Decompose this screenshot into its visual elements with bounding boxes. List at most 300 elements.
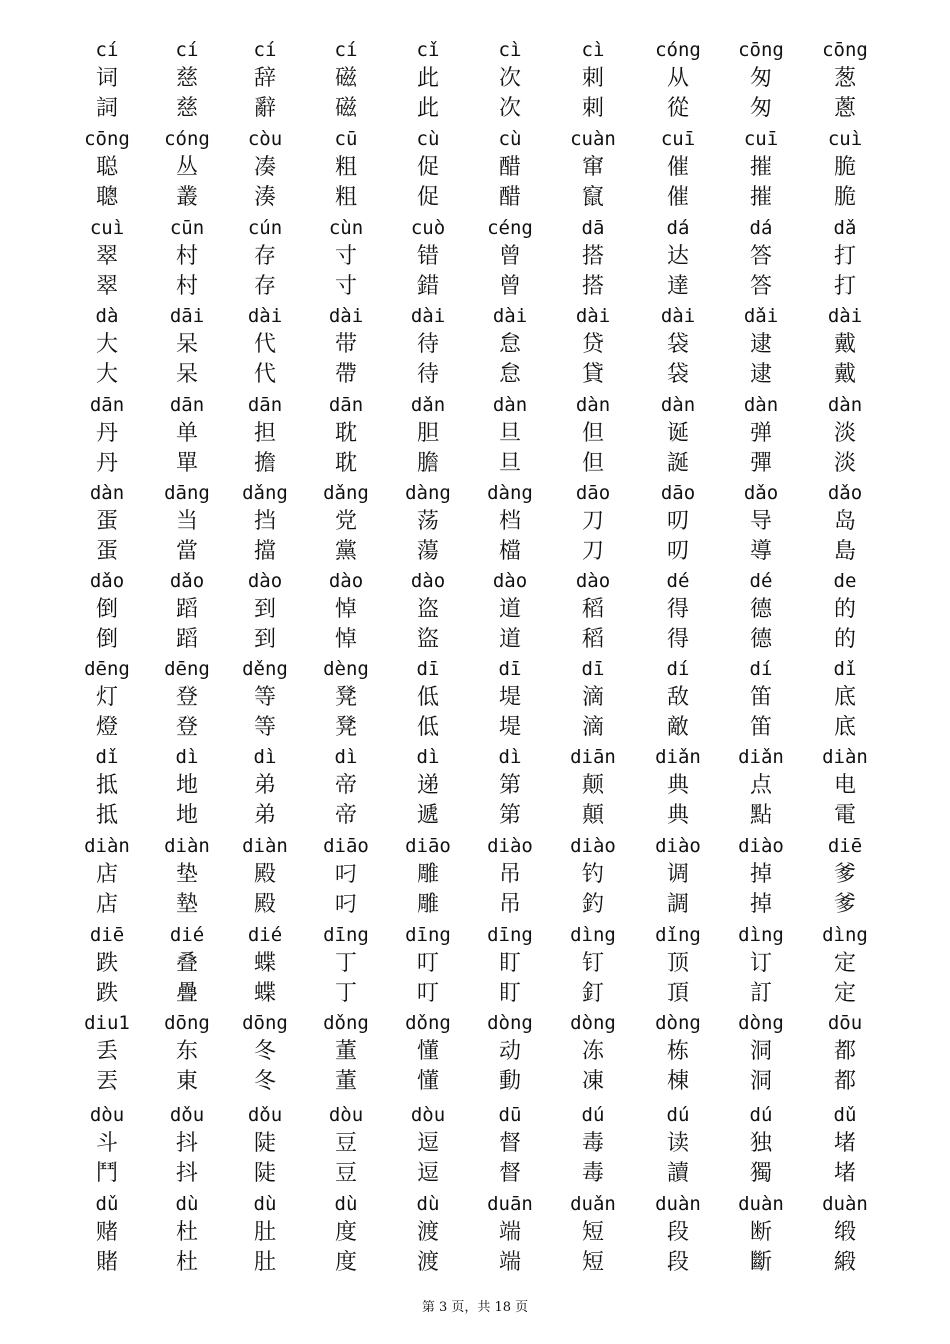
pinyin: dài [410, 305, 446, 327]
simplified-character: 盗 [416, 597, 439, 622]
simplified-character: 殿 [253, 862, 276, 887]
character-entry [633, 302, 723, 390]
traditional-character: 湊 [253, 185, 276, 210]
simplified-character: 调 [666, 862, 689, 887]
character-entry [548, 567, 638, 655]
pinyin: dīng [405, 924, 451, 946]
character-entry [62, 125, 152, 213]
simplified-character: 荡 [416, 509, 439, 534]
traditional-character: 耽 [334, 451, 357, 476]
simplified-character: 导 [749, 509, 772, 534]
page-footer: 第 3 页，共 18 页 [421, 1300, 529, 1315]
pinyin: dài [827, 305, 863, 327]
character-entry [220, 302, 310, 390]
traditional-character: 摧 [749, 185, 772, 210]
pinyin: dǒu [247, 1104, 283, 1126]
traditional-character: 磁 [334, 96, 357, 121]
pinyin: dā [581, 217, 605, 239]
simplified-character: 雕 [416, 862, 439, 887]
traditional-character: 斷 [749, 1250, 772, 1275]
character-entry [383, 36, 473, 124]
character-entry [62, 567, 152, 655]
character-entry [800, 832, 890, 920]
traditional-character: 村 [175, 274, 198, 299]
traditional-character: 打 [833, 274, 856, 299]
simplified-character: 弟 [253, 773, 276, 798]
character-entry [301, 125, 391, 213]
pinyin: dǐ [833, 658, 857, 680]
pinyin: dào [575, 570, 611, 592]
character-entry [800, 479, 890, 567]
character-entry [62, 214, 152, 302]
traditional-character: 抵 [95, 803, 118, 828]
character-entry [465, 1009, 555, 1097]
character-entry [548, 479, 638, 567]
simplified-character: 胆 [416, 421, 439, 446]
traditional-character: 逗 [416, 1161, 439, 1186]
character-entry [62, 36, 152, 124]
simplified-character: 店 [95, 862, 118, 887]
simplified-character: 缎 [833, 1220, 856, 1245]
character-entry [142, 832, 232, 920]
traditional-character: 弟 [253, 803, 276, 828]
traditional-character: 電 [833, 803, 856, 828]
simplified-character: 钉 [581, 951, 604, 976]
simplified-character: 典 [666, 773, 689, 798]
simplified-character: 端 [498, 1220, 521, 1245]
pinyin: dòu [89, 1104, 125, 1126]
character-entry [220, 1190, 310, 1278]
traditional-character: 從 [666, 96, 689, 121]
pinyin: dàn [743, 394, 779, 416]
character-entry [716, 832, 806, 920]
simplified-character: 定 [833, 951, 856, 976]
simplified-character: 读 [666, 1131, 689, 1156]
pinyin: dàn [827, 394, 863, 416]
simplified-character: 匆 [749, 66, 772, 91]
simplified-character: 旦 [498, 421, 521, 446]
pinyin: dào [247, 570, 283, 592]
simplified-character: 丢 [95, 1039, 118, 1064]
character-entry [465, 655, 555, 743]
traditional-character: 搭 [581, 274, 604, 299]
simplified-character: 垫 [175, 862, 198, 887]
pinyin: cóng [164, 128, 210, 150]
traditional-character: 待 [416, 362, 439, 387]
pinyin: dǎng [323, 482, 369, 504]
simplified-character: 翠 [95, 244, 118, 269]
traditional-character: 悼 [334, 627, 357, 652]
simplified-character: 凳 [334, 685, 357, 710]
character-entry [716, 921, 806, 1009]
simplified-character: 独 [749, 1131, 772, 1156]
pinyin: cóng [655, 39, 701, 61]
simplified-character: 戴 [833, 332, 856, 357]
simplified-character: 敌 [666, 685, 689, 710]
pinyin: cí [95, 39, 119, 61]
pinyin: cuàn [570, 128, 616, 150]
traditional-character: 擋 [253, 539, 276, 564]
traditional-character: 叼 [334, 892, 357, 917]
simplified-character: 曾 [498, 244, 521, 269]
character-entry [548, 36, 638, 124]
pinyin: dá [666, 217, 690, 239]
traditional-character: 都 [833, 1069, 856, 1094]
traditional-character: 旦 [498, 451, 521, 476]
traditional-character: 翠 [95, 274, 118, 299]
pinyin: cí [175, 39, 199, 61]
pinyin: cuì [827, 128, 863, 150]
traditional-character: 叨 [666, 539, 689, 564]
character-entry [800, 1009, 890, 1097]
pinyin: dìng [822, 924, 868, 946]
simplified-character: 答 [749, 244, 772, 269]
traditional-character: 促 [416, 185, 439, 210]
simplified-character: 搭 [581, 244, 604, 269]
pinyin: duàn [655, 1193, 701, 1215]
pinyin: dǔ [95, 1193, 119, 1215]
traditional-character: 點 [749, 803, 772, 828]
simplified-character: 冬 [253, 1039, 276, 1064]
traditional-character: 盯 [498, 981, 521, 1006]
pinyin: diāo [323, 835, 369, 857]
simplified-character: 存 [253, 244, 276, 269]
character-entry [716, 214, 806, 302]
simplified-character: 滴 [581, 685, 604, 710]
simplified-character: 断 [749, 1220, 772, 1245]
character-entry [220, 214, 310, 302]
simplified-character: 顶 [666, 951, 689, 976]
pinyin: cuī [660, 128, 696, 150]
character-entry [220, 479, 310, 567]
pinyin: dí [749, 658, 773, 680]
pinyin: dēng [84, 658, 130, 680]
character-entry [62, 1101, 152, 1189]
simplified-character: 摧 [749, 155, 772, 180]
traditional-character: 鬥 [95, 1161, 118, 1186]
character-entry [548, 302, 638, 390]
traditional-character: 黨 [334, 539, 357, 564]
character-entry [800, 302, 890, 390]
traditional-character: 燈 [95, 715, 118, 740]
simplified-character: 错 [416, 244, 439, 269]
pinyin: diē [827, 835, 863, 857]
character-entry [465, 36, 555, 124]
traditional-character: 到 [253, 627, 276, 652]
simplified-character: 低 [416, 685, 439, 710]
pinyin: dǔ [833, 1104, 857, 1126]
pinyin: duǎn [570, 1193, 616, 1215]
simplified-character: 钓 [581, 862, 604, 887]
traditional-character: 訂 [749, 981, 772, 1006]
simplified-character: 聪 [95, 155, 118, 180]
simplified-character: 辞 [253, 66, 276, 91]
simplified-character: 单 [175, 421, 198, 446]
traditional-character: 雕 [416, 892, 439, 917]
character-entry [301, 743, 391, 831]
character-entry [800, 921, 890, 1009]
simplified-character: 掉 [749, 862, 772, 887]
pinyin: dān [328, 394, 364, 416]
traditional-character: 堵 [833, 1161, 856, 1186]
pinyin: dú [749, 1104, 773, 1126]
traditional-character: 刀 [581, 539, 604, 564]
simplified-character: 点 [749, 773, 772, 798]
pinyin: dān [169, 394, 205, 416]
pinyin: dōng [164, 1012, 210, 1034]
pinyin: cù [498, 128, 522, 150]
pinyin: dāo [660, 482, 696, 504]
simplified-character: 段 [666, 1220, 689, 1245]
traditional-character: 淡 [833, 451, 856, 476]
traditional-character: 豆 [334, 1161, 357, 1186]
character-entry [62, 921, 152, 1009]
pinyin: dēng [164, 658, 210, 680]
traditional-character: 島 [833, 539, 856, 564]
simplified-character: 递 [416, 773, 439, 798]
traditional-character: 叮 [416, 981, 439, 1006]
traditional-character: 戴 [833, 362, 856, 387]
traditional-character: 匆 [749, 96, 772, 121]
traditional-character: 登 [175, 715, 198, 740]
traditional-character: 敵 [666, 715, 689, 740]
simplified-character: 但 [581, 421, 604, 446]
traditional-character: 叢 [175, 185, 198, 210]
pinyin: dǎi [743, 305, 779, 327]
character-entry [465, 1101, 555, 1189]
traditional-character: 呆 [175, 362, 198, 387]
character-entry [716, 125, 806, 213]
traditional-character: 的 [833, 627, 856, 652]
pinyin: céng [487, 217, 533, 239]
character-entry [465, 743, 555, 831]
simplified-character: 第 [498, 773, 521, 798]
pinyin: dì [498, 746, 522, 768]
simplified-character: 肚 [253, 1220, 276, 1245]
simplified-character: 得 [666, 597, 689, 622]
pinyin: dū [498, 1104, 522, 1126]
pinyin: dī [416, 658, 440, 680]
traditional-character: 獨 [749, 1161, 772, 1186]
character-entry [633, 479, 723, 567]
traditional-character: 殿 [253, 892, 276, 917]
pinyin: cún [247, 217, 283, 239]
character-entry [716, 391, 806, 479]
character-entry [800, 125, 890, 213]
traditional-character: 賭 [95, 1250, 118, 1275]
pinyin: dòu [328, 1104, 364, 1126]
simplified-character: 脆 [833, 155, 856, 180]
traditional-character: 頂 [666, 981, 689, 1006]
pinyin: cūn [169, 217, 205, 239]
character-entry [465, 567, 555, 655]
pinyin: diàn [164, 835, 210, 857]
traditional-character: 爹 [833, 892, 856, 917]
simplified-character: 葱 [833, 66, 856, 91]
character-entry [465, 832, 555, 920]
traditional-character: 冬 [253, 1069, 276, 1094]
simplified-character: 袋 [666, 332, 689, 357]
character-entry [383, 1009, 473, 1097]
pinyin: dān [89, 394, 125, 416]
traditional-character: 稻 [581, 627, 604, 652]
pinyin: dì [253, 746, 277, 768]
pinyin: dào [410, 570, 446, 592]
traditional-character: 醋 [498, 185, 521, 210]
pinyin: cí [334, 39, 358, 61]
character-entry [220, 743, 310, 831]
character-entry [62, 479, 152, 567]
simplified-character: 的 [833, 597, 856, 622]
traditional-character: 底 [833, 715, 856, 740]
character-entry [548, 125, 638, 213]
pinyin: dōu [827, 1012, 863, 1034]
traditional-character: 辭 [253, 96, 276, 121]
character-entry [301, 391, 391, 479]
character-entry [716, 1190, 806, 1278]
traditional-character: 蕩 [416, 539, 439, 564]
simplified-character: 丁 [334, 951, 357, 976]
character-entry [548, 214, 638, 302]
pinyin: diǎn [738, 746, 784, 768]
character-entry [142, 302, 232, 390]
traditional-character: 釘 [581, 981, 604, 1006]
traditional-character: 寸 [334, 274, 357, 299]
simplified-character: 呆 [175, 332, 198, 357]
pinyin: dài [492, 305, 528, 327]
simplified-character: 懂 [416, 1039, 439, 1064]
pinyin: dù [175, 1193, 199, 1215]
pinyin: dì [334, 746, 358, 768]
simplified-character: 刀 [581, 509, 604, 534]
pinyin: dàn [492, 394, 528, 416]
character-entry [301, 655, 391, 743]
simplified-character: 此 [416, 66, 439, 91]
simplified-character: 冻 [581, 1039, 604, 1064]
pinyin: dào [492, 570, 528, 592]
simplified-character: 待 [416, 332, 439, 357]
simplified-character: 灯 [95, 685, 118, 710]
character-entry [383, 302, 473, 390]
character-entry [633, 1101, 723, 1189]
character-entry [220, 921, 310, 1009]
traditional-character: 導 [749, 539, 772, 564]
character-entry [633, 36, 723, 124]
pinyin: dāo [575, 482, 611, 504]
character-entry [465, 302, 555, 390]
traditional-character: 釣 [581, 892, 604, 917]
traditional-character: 店 [95, 892, 118, 917]
pinyin: cōng [738, 39, 784, 61]
simplified-character: 底 [833, 685, 856, 710]
simplified-character: 弹 [749, 421, 772, 446]
character-entry [633, 1009, 723, 1097]
traditional-character: 滴 [581, 715, 604, 740]
character-entry [716, 1101, 806, 1189]
pinyin: dǎo [169, 570, 205, 592]
traditional-character: 道 [498, 627, 521, 652]
traditional-character: 詞 [95, 96, 118, 121]
traditional-character: 顛 [581, 803, 604, 828]
simplified-character: 贷 [581, 332, 604, 357]
character-entry [548, 921, 638, 1009]
traditional-character: 膽 [416, 451, 439, 476]
character-entry [800, 1101, 890, 1189]
simplified-character: 蛋 [95, 509, 118, 534]
pinyin: diǎn [655, 746, 701, 768]
traditional-character: 抖 [175, 1161, 198, 1186]
simplified-character: 德 [749, 597, 772, 622]
simplified-character: 叠 [175, 951, 198, 976]
character-entry [142, 214, 232, 302]
pinyin: cùn [328, 217, 364, 239]
character-entry [633, 743, 723, 831]
simplified-character: 叨 [666, 509, 689, 534]
simplified-character: 慈 [175, 66, 198, 91]
character-entry [301, 567, 391, 655]
traditional-character: 蝶 [253, 981, 276, 1006]
pinyin: diu1 [84, 1012, 130, 1034]
traditional-character: 吊 [498, 892, 521, 917]
simplified-character: 抖 [175, 1131, 198, 1156]
character-entry [142, 125, 232, 213]
traditional-character: 代 [253, 362, 276, 387]
pinyin: dù [334, 1193, 358, 1215]
simplified-character: 笛 [749, 685, 772, 710]
simplified-character: 吊 [498, 862, 521, 887]
simplified-character: 档 [498, 509, 521, 534]
pinyin: cuì [89, 217, 125, 239]
character-entry [633, 125, 723, 213]
pinyin: dié [247, 924, 283, 946]
pinyin: cì [581, 39, 605, 61]
character-entry [383, 1101, 473, 1189]
simplified-character: 刺 [581, 66, 604, 91]
simplified-character: 带 [334, 332, 357, 357]
character-entry [548, 832, 638, 920]
simplified-character: 耽 [334, 421, 357, 446]
character-entry [633, 832, 723, 920]
character-entry [716, 479, 806, 567]
pinyin: còu [247, 128, 283, 150]
pinyin: dǎn [410, 394, 446, 416]
character-entry [62, 1190, 152, 1278]
character-entry [142, 743, 232, 831]
character-entry [62, 1009, 152, 1097]
simplified-character: 逮 [749, 332, 772, 357]
character-entry [716, 36, 806, 124]
character-entry [142, 1009, 232, 1097]
simplified-character: 党 [334, 509, 357, 534]
traditional-character: 讀 [666, 1161, 689, 1186]
pinyin: de [833, 570, 857, 592]
character-entry [633, 921, 723, 1009]
pinyin: dīng [487, 924, 533, 946]
traditional-character: 蔥 [833, 96, 856, 121]
pinyin: dī [581, 658, 605, 680]
pinyin: cì [498, 39, 522, 61]
simplified-character: 粗 [334, 155, 357, 180]
pinyin: dú [581, 1104, 605, 1126]
simplified-character: 达 [666, 244, 689, 269]
simplified-character: 董 [334, 1039, 357, 1064]
traditional-character: 答 [749, 274, 772, 299]
traditional-character: 達 [666, 274, 689, 299]
simplified-character: 赌 [95, 1220, 118, 1245]
character-entry [383, 832, 473, 920]
traditional-character: 短 [581, 1250, 604, 1275]
pinyin: diào [487, 835, 533, 857]
